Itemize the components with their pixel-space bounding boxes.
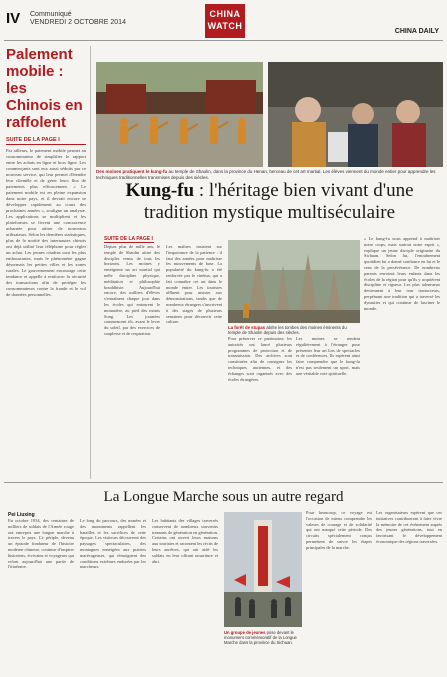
sidebar-continuation: SUITE DE LA PAGE I <box>6 137 86 145</box>
pagoda-forest-photo <box>228 240 360 323</box>
main-story-column-1: Depuis plus de mille ans, le temple de Shaolin attire des disciples venus de tous les horizons. Les moines y enseignent un art martial qui mêle discipline physique, méditation et philosophie bouddhiste. Aujourd'hui encore, des milliers d'élèves s'entraînent chaque jour dans les écoles qui entourent le monastère, au pied des monts Song. Les journées commencent tôt, avant le lever du soleil, par des exercices de souplesse et de respiration. <box>104 244 160 336</box>
sidebar-body: Par ailleurs, le paiement mobile permet au consommateur de simplifier le rapport entre les achats en ligne et hors ligne. Les commerçants sont eux aussi séduits par ce nouveau service, qui leur permet d'étendre leur clientèle et de gérer leurs flux de paiements plus efficacement. « Le paiement mobile est en pleine expansion dans notre pays, et il devrait encore se développer rapidement au cours des prochaines années », souligne un analyste. Les applications se multiplient et les plateformes se livrent une concurrence acharnée pour attirer de nouveaux utilisateurs. Selon les dernières statistiques, plus de la moitié des internautes chinois ont déjà utilisé leur téléphone pour régler un achat. Les jeunes citadins sont les plus enthousiastes, mais le phénomène gagne désormais les petites villes et les zones rurales. Le gouvernement encourage cette tendance et appelle à renforcer la sécurité des transactions afin de protéger les consommateurs contre la fraude et le vol de données personnelles. <box>6 148 86 297</box>
china-daily-logo: CHINA DAILY <box>394 28 439 35</box>
main-story-column-2: Les maîtres insistent sur l'importance de la patience : il faut des années pour maîtriser les mouvements de base. La popularité du kung-fu a été renforcée par le cinéma, qui a fait connaître cet art dans le monde entier. Les touristes affluent pour assister aux démonstrations, tandis que de nombreux étrangers s'inscrivent à des stages de plusieurs semaines pour découvrir cette culture. <box>166 244 222 325</box>
second-story-column-5: Les organisateurs espèrent que ces initiatives contribueront à faire vivre la mémoire de cet événement auprès des jeunes générations, tout en favorisant le développement économique des régions traversées. <box>376 510 442 544</box>
second-story-column-3: Les habitants des villages traversés conservent de nombreux souvenirs transmis de génération en génération. Certains ont ouvert leurs maisons aux touristes et racontent les récits de leurs ancêtres, qui ont aidé les soldats en leur offrant nourriture et abri. <box>152 518 218 564</box>
second-headline: La Longue Marche sous un autre regard <box>103 489 344 505</box>
photo-caption: Des moines pratiquent le kung-fu au temple de Shaolin, dans la province du Henan, berceau de cet art martial. Les élèves viennent du monde entier pour apprendre les techniques traditionnelles transmises depuis des siècles. <box>96 169 436 180</box>
page-number: IV <box>6 10 21 27</box>
main-headline: Kung-fu : l'héritage bien vivant d'une tradition mystique multiséculaire <box>125 180 414 223</box>
section-label <box>30 11 126 26</box>
main-story-column-4: Les moines se rendent régulièrement à l'étranger pour présenter leur art lors de spectacles et de conférences. Ils espèrent ainsi faire comprendre que le kung-fu n'est pas seulement un sport, mais une véritable voie spirituelle. <box>296 336 360 376</box>
column-divider <box>90 46 91 479</box>
second-story-column-2: Le long du parcours, des musées et des monuments rappellent les batailles et les sacrifices de cette époque. Les visiteurs découvrent des paysages spectaculaires, des montagnes enneigées aux prairies marécageuses, qui témoignent des conditions extrêmes endurées par les marcheurs. <box>80 518 146 570</box>
second-story-column-1: En octobre 1934, des centaines de milliers de soldats de l'Armée rouge ont entrepris une longue marche à travers le pays. Ce périple, devenu un épisode fondateur de l'histoire moderne chinoise, continue d'inspirer historiens, écrivains et voyageurs qui refont aujourd'hui une partie de l'itinéraire. <box>8 518 74 570</box>
shaolin-visitors-photo <box>268 62 443 167</box>
pagoda-photo-caption: La forêt de stupas abrite les tombes des moines éminents du temple de Shaolin depuis des siècles. <box>228 325 347 336</box>
sidebar-article <box>6 46 86 479</box>
main-story-column-5: « Le kung-fu nous apprend à maîtriser notre corps, mais surtout notre esprit », explique un jeune disciple originaire du Sichuan. Selon lui, l'entraînement quotidien lui a donné confiance en lui et le sens de la persévérance. De nombreux parents envoient leurs enfants dans les écoles de la région pour qu'ils y acquièrent discipline et rigueur. Les plus talentueux deviennent à leur tour instructeurs, perpétuant une tradition qui a traversé les dynasties et qui continue de fasciner le monde. <box>364 236 440 311</box>
section-name: Communiqué <box>30 11 72 18</box>
monument-photo-caption: Un groupe de jeunes pose devant le monument commémoratif de la Longue Marche dans la province du Sichuan. <box>224 630 297 646</box>
long-march-monument-photo <box>224 512 302 627</box>
page-header <box>4 4 443 44</box>
story-divider <box>4 482 443 483</box>
kungfu-monks-photo <box>96 62 263 167</box>
sidebar-headline: Palement mobile : les Chinois en raffolent <box>6 46 83 131</box>
second-story-byline: Pei Liuxing <box>8 512 35 518</box>
main-story-column-3: Pour préserver ce patrimoine, les autorités ont lancé plusieurs programmes de protection et de transmission. Des archives sont constituées afin de consigner les techniques anciennes, et des échanges sont organisés avec des écoles étrangères. <box>228 336 292 382</box>
header-divider <box>4 40 443 41</box>
china-watch-logo: CHINA WATCH <box>205 4 245 38</box>
issue-date: VENDREDI 2 OCTOBRE 2014 <box>30 18 126 26</box>
main-continuation: SUITE DE LA PAGE I <box>104 236 153 242</box>
second-story-column-4: Pour beaucoup, ce voyage est l'occasion de mieux comprendre les valeurs de courage et de solidarité qui ont marqué cette période. Des circuits spécialement conçus permettent de suivre les étapes principales de la marche. <box>306 510 372 550</box>
